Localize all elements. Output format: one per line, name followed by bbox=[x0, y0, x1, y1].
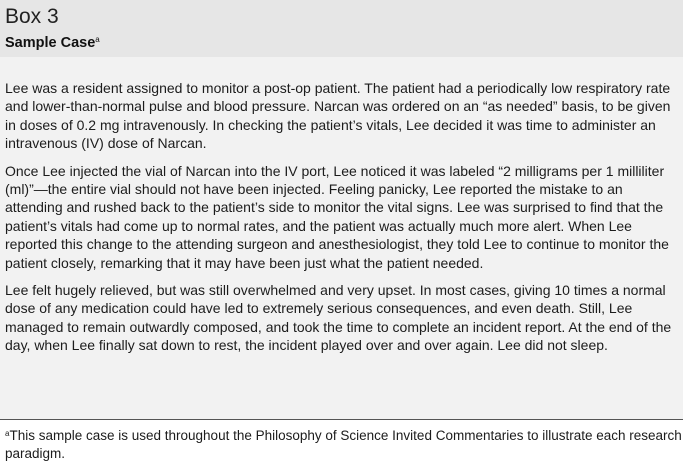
footnote bbox=[0, 420, 683, 462]
footnote-marker: a bbox=[5, 429, 10, 438]
footnote-text: This sample case is used throughout the Philosophy of Science Invited Commentaries to illustrate each research paradigm. bbox=[5, 428, 682, 461]
case-paragraph-1: Lee was a resident assigned to monitor a post-op patient. The patient had a periodically low respiratory rate and lower-than-normal pulse and blood pressure. Narcan was ordered on an “as needed” basis, to be given in doses of 0.2 mg intravenously. In checking the patient’s vitals, Lee decided it was time to administer an intravenous (IV) dose of Narcan. bbox=[5, 80, 671, 152]
box-title bbox=[5, 30, 683, 53]
case-paragraph-2: Once Lee injected the vial of Narcan into the IV port, Lee noticed it was labeled “2 milligrams per 1 milliliter (ml)”—the entire vial should not have been injected. Feeling panicky, Lee reported the mistake to an attending and rushed back to the patient’s side to monitor the vital signs. Lee was surprised to find that the patient’s vitals had come up to normal rates, and the patient was actually much more alert. When Lee reported this change to the attending surgeon and anesthesiologist, they told Lee to continue to monitor the patient closely, remarking that it may have been just what the patient needed. bbox=[5, 162, 669, 271]
box-number: Box 3 bbox=[5, 5, 59, 28]
box-body bbox=[0, 57, 683, 419]
box-header bbox=[0, 0, 683, 57]
case-paragraph-3: Lee felt hugely relieved, but was still overwhelmed and very upset. In most cases, giving 10 times a normal dose of any medication could have led to extremely serious consequences, and even death. Still, Lee managed to remain outwardly composed, and took the time to complete an incident report. At the end of the day, when Lee finally sat down to rest, the incident played over and over again. Lee did not sleep. bbox=[5, 282, 672, 354]
box-title-text: Sample Case bbox=[5, 35, 96, 51]
box-title-footnote-marker: a bbox=[95, 35, 100, 44]
